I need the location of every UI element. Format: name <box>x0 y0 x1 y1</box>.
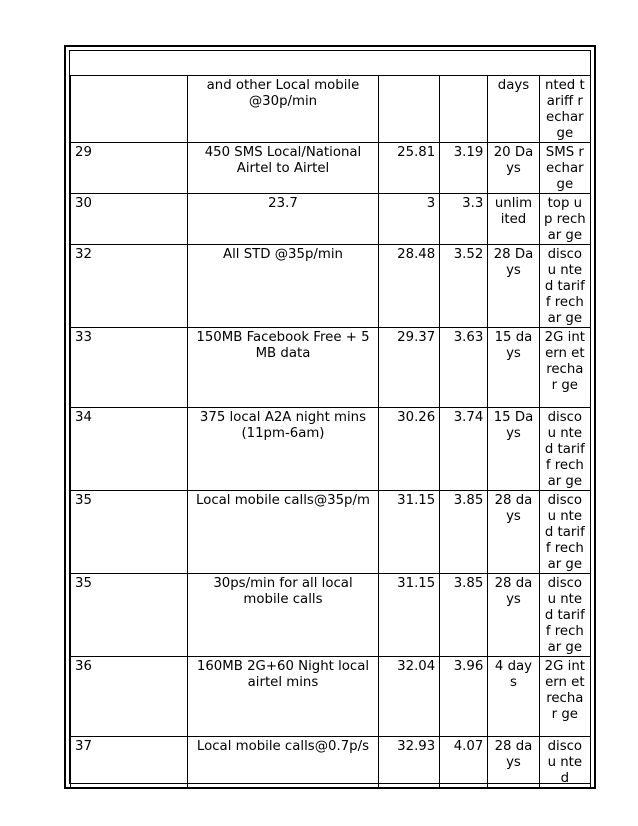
recharge-type-cell: discou nted tariff rechar ge <box>539 574 590 657</box>
mrp-cell: 25.81 <box>379 143 440 194</box>
mrp-cell: 3 <box>379 194 440 245</box>
plan-description-cell: 23.7 <box>187 194 378 245</box>
tax-cell <box>440 76 488 143</box>
plan-description-cell: Local mobile calls@0.7p/s <box>187 737 378 788</box>
row-number-cell: 36 <box>71 657 188 737</box>
tax-cell: 3.19 <box>440 143 488 194</box>
table-row <box>71 574 591 657</box>
row-number-cell: 32 <box>71 245 188 328</box>
table-row <box>71 76 591 143</box>
row-number-cell: 29 <box>71 143 188 194</box>
validity-cell: 20 Days <box>488 143 539 194</box>
validity-cell: 28 days <box>488 491 539 574</box>
row-number-cell: 34 <box>71 408 188 491</box>
table-row <box>71 491 591 574</box>
plan-description-cell: 160MB 2G+60 Night local airtel mins <box>187 657 378 737</box>
table-row <box>71 657 591 737</box>
recharge-type-cell: discou nted tariff rechar ge <box>539 408 590 491</box>
row-number-cell: 35 <box>71 574 188 657</box>
validity-cell: 28 days <box>488 574 539 657</box>
recharge-type-cell: discou nted <box>539 737 590 788</box>
plan-description-cell: 30ps/min for all local mobile calls <box>187 574 378 657</box>
recharge-type-cell: discou nted tariff rechar ge <box>539 245 590 328</box>
mrp-cell: 32.04 <box>379 657 440 737</box>
validity-cell: days <box>488 76 539 143</box>
recharge-type-cell: top up rechar ge <box>539 194 590 245</box>
row-number-cell: 30 <box>71 194 188 245</box>
mrp-cell: 31.15 <box>379 491 440 574</box>
table-row <box>71 737 591 788</box>
plan-description-cell: and other Local mobile @30p/min <box>187 76 378 143</box>
plan-description-cell: 150MB Facebook Free + 5 MB data <box>187 328 378 408</box>
plan-description-cell: All STD @35p/min <box>187 245 378 328</box>
mrp-cell: 29.37 <box>379 328 440 408</box>
validity-cell: 28 Days <box>488 245 539 328</box>
mrp-cell <box>379 76 440 143</box>
validity-cell: 4 days <box>488 657 539 737</box>
tax-cell: 4.07 <box>440 737 488 788</box>
validity-cell: unlim ited <box>488 194 539 245</box>
table-body <box>71 76 591 788</box>
validity-cell: 15 days <box>488 328 539 408</box>
validity-cell: 15 Days <box>488 408 539 491</box>
plan-description-cell: Local mobile calls@35p/m <box>187 491 378 574</box>
plan-description-cell: 450 SMS Local/National Airtel to Airtel <box>187 143 378 194</box>
recharge-type-cell: 2G intern et rechar ge <box>539 328 590 408</box>
recharge-table <box>70 75 591 788</box>
table-row <box>71 245 591 328</box>
tax-cell: 3.63 <box>440 328 488 408</box>
tax-cell: 3.85 <box>440 491 488 574</box>
table-row <box>71 143 591 194</box>
row-number-cell: 37 <box>71 737 188 788</box>
mrp-cell: 31.15 <box>379 574 440 657</box>
row-number-cell: 35 <box>71 491 188 574</box>
table-row <box>71 328 591 408</box>
tax-cell: 3.96 <box>440 657 488 737</box>
tax-cell: 3.85 <box>440 574 488 657</box>
recharge-type-cell: nted tariff rechar ge <box>539 76 590 143</box>
tax-cell: 3.74 <box>440 408 488 491</box>
mrp-cell: 30.26 <box>379 408 440 491</box>
plan-description-cell: 375 local A2A night mins (11pm-6am) <box>187 408 378 491</box>
mrp-cell: 28.48 <box>379 245 440 328</box>
table-row <box>71 194 591 245</box>
mrp-cell: 32.93 <box>379 737 440 788</box>
tax-cell: 3.3 <box>440 194 488 245</box>
tax-cell: 3.52 <box>440 245 488 328</box>
row-number-cell: 33 <box>71 328 188 408</box>
row-number-cell <box>71 76 188 143</box>
recharge-type-cell: SMS rechar ge <box>539 143 590 194</box>
recharge-type-cell: 2G intern et rechar ge <box>539 657 590 737</box>
recharge-type-cell: discou nted tariff rechar ge <box>539 491 590 574</box>
validity-cell: 28 days <box>488 737 539 788</box>
table-row <box>71 408 591 491</box>
